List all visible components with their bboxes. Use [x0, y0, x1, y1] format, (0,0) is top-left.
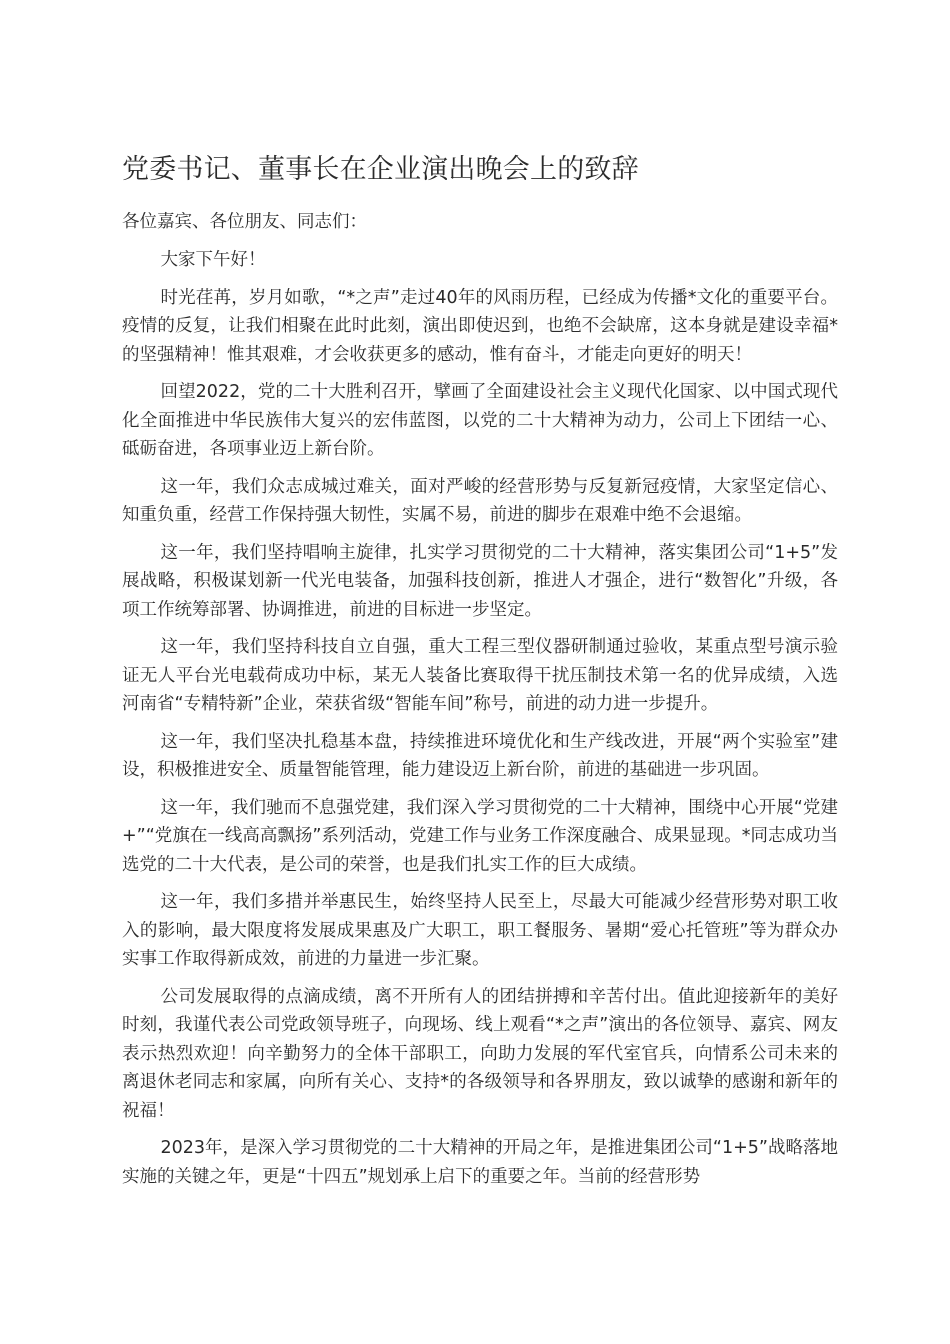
paragraph-livelihood: 这一年，我们多措并举惠民生，始终坚持人民至上，尽最大可能减少经营形势对职工收入的影响，最大限度将发展成果惠及广大职工，职工餐服务、暑期“爱心托管班”等为群众办实事工作取得新成效，前进的力量进一步汇聚。 [122, 892, 838, 969]
paragraph-technology: 这一年，我们坚持科技自立自强，重大工程三型仪器研制通过验收，某重点型号演示验证无人平台光电载荷成功中标，某无人装备比赛取得干扰压制技术第一名的优异成绩，入选河南省“专精特新”企业，荣获省级“智能车间”称号，前进的动力进一步提升。 [122, 637, 838, 714]
paragraph-main-theme: 这一年，我们坚持唱响主旋律，扎实学习贯彻党的二十大精神，落实集团公司“1+5”发展战略，积极谋划新一代光电装备，加强科技创新，推进人才强企，进行“数智化”升级，各项工作统筹部署、协调推进，前进的目标进一步坚定。 [122, 542, 838, 620]
paragraph-40-years: 时光荏苒，岁月如歌，“*之声”走过40年的风雨历程，已经成为传播*文化的重要平台。疫情的反复，让我们相聚在此时此刻，演出即使迟到，也绝不会缺席，这本身就是建设幸福*的坚强精神！惟其艰难，才会收获更多的感动，惟有奋斗，才能走向更好的明天！ [122, 287, 838, 365]
paragraph-party-building: 这一年，我们驰而不息强党建，我们深入学习贯彻党的二十大精神，围绕中心开展“党建+”“党旗在一线高高飘扬”系列活动，党建工作与业务工作深度融合、成果显现。*同志成功当选党的二十大代表，是公司的荣誉，也是我们扎实工作的巨大成绩。 [122, 797, 838, 875]
document-page [122, 150, 838, 1200]
paragraph-review-2022: 回望2022，党的二十大胜利召开，擘画了全面建设社会主义现代化国家、以中国式现代化全面推进中华民族伟大复兴的宏伟蓝图，以党的二十大精神为动力，公司上下团结一心、砥砺奋进，各项事业迈上新台阶。 [122, 382, 838, 459]
paragraph-thanks: 公司发展取得的点滴成绩，离不开所有人的团结拼搏和辛苦付出。值此迎接新年的美好时刻，我谨代表公司党政领导班子，向现场、线上观看“*之声”演出的各位领导、嘉宾、网友表示热烈欢迎！向辛勤努力的全体干部职工，向助力发展的军代室官兵，向情系公司未来的离退休老同志和家属，向所有关心、支持*的各级领导和各界朋友，致以诚挚的感谢和新年的祝福！ [122, 986, 838, 1121]
paragraph-fundamentals: 这一年，我们坚决扎稳基本盘，持续推进环境优化和生产线改进，开展“两个实验室”建设，积极推进安全、质量智能管理，能力建设迈上新台阶，前进的基础进一步巩固。 [122, 731, 838, 780]
paragraph-greeting: 大家下午好！ [160, 250, 266, 270]
paragraph-difficulties: 这一年，我们众志成城过难关，面对严峻的经营形势与反复新冠疫情，大家坚定信心、知重负重，经营工作保持强大韧性，实属不易，前进的脚步在艰难中绝不会退缩。 [122, 476, 838, 525]
document-title: 党委书记、董事长在企业演出晚会上的致辞 [122, 154, 639, 185]
paragraph-2023: 2023年，是深入学习贯彻党的二十大精神的开局之年，是推进集团公司“1+5”战略落地实施的关键之年，更是“十四五”规划承上启下的重要之年。当前的经营形势 [122, 1138, 838, 1187]
salutation: 各位嘉宾、各位朋友、同志们： [122, 212, 367, 232]
